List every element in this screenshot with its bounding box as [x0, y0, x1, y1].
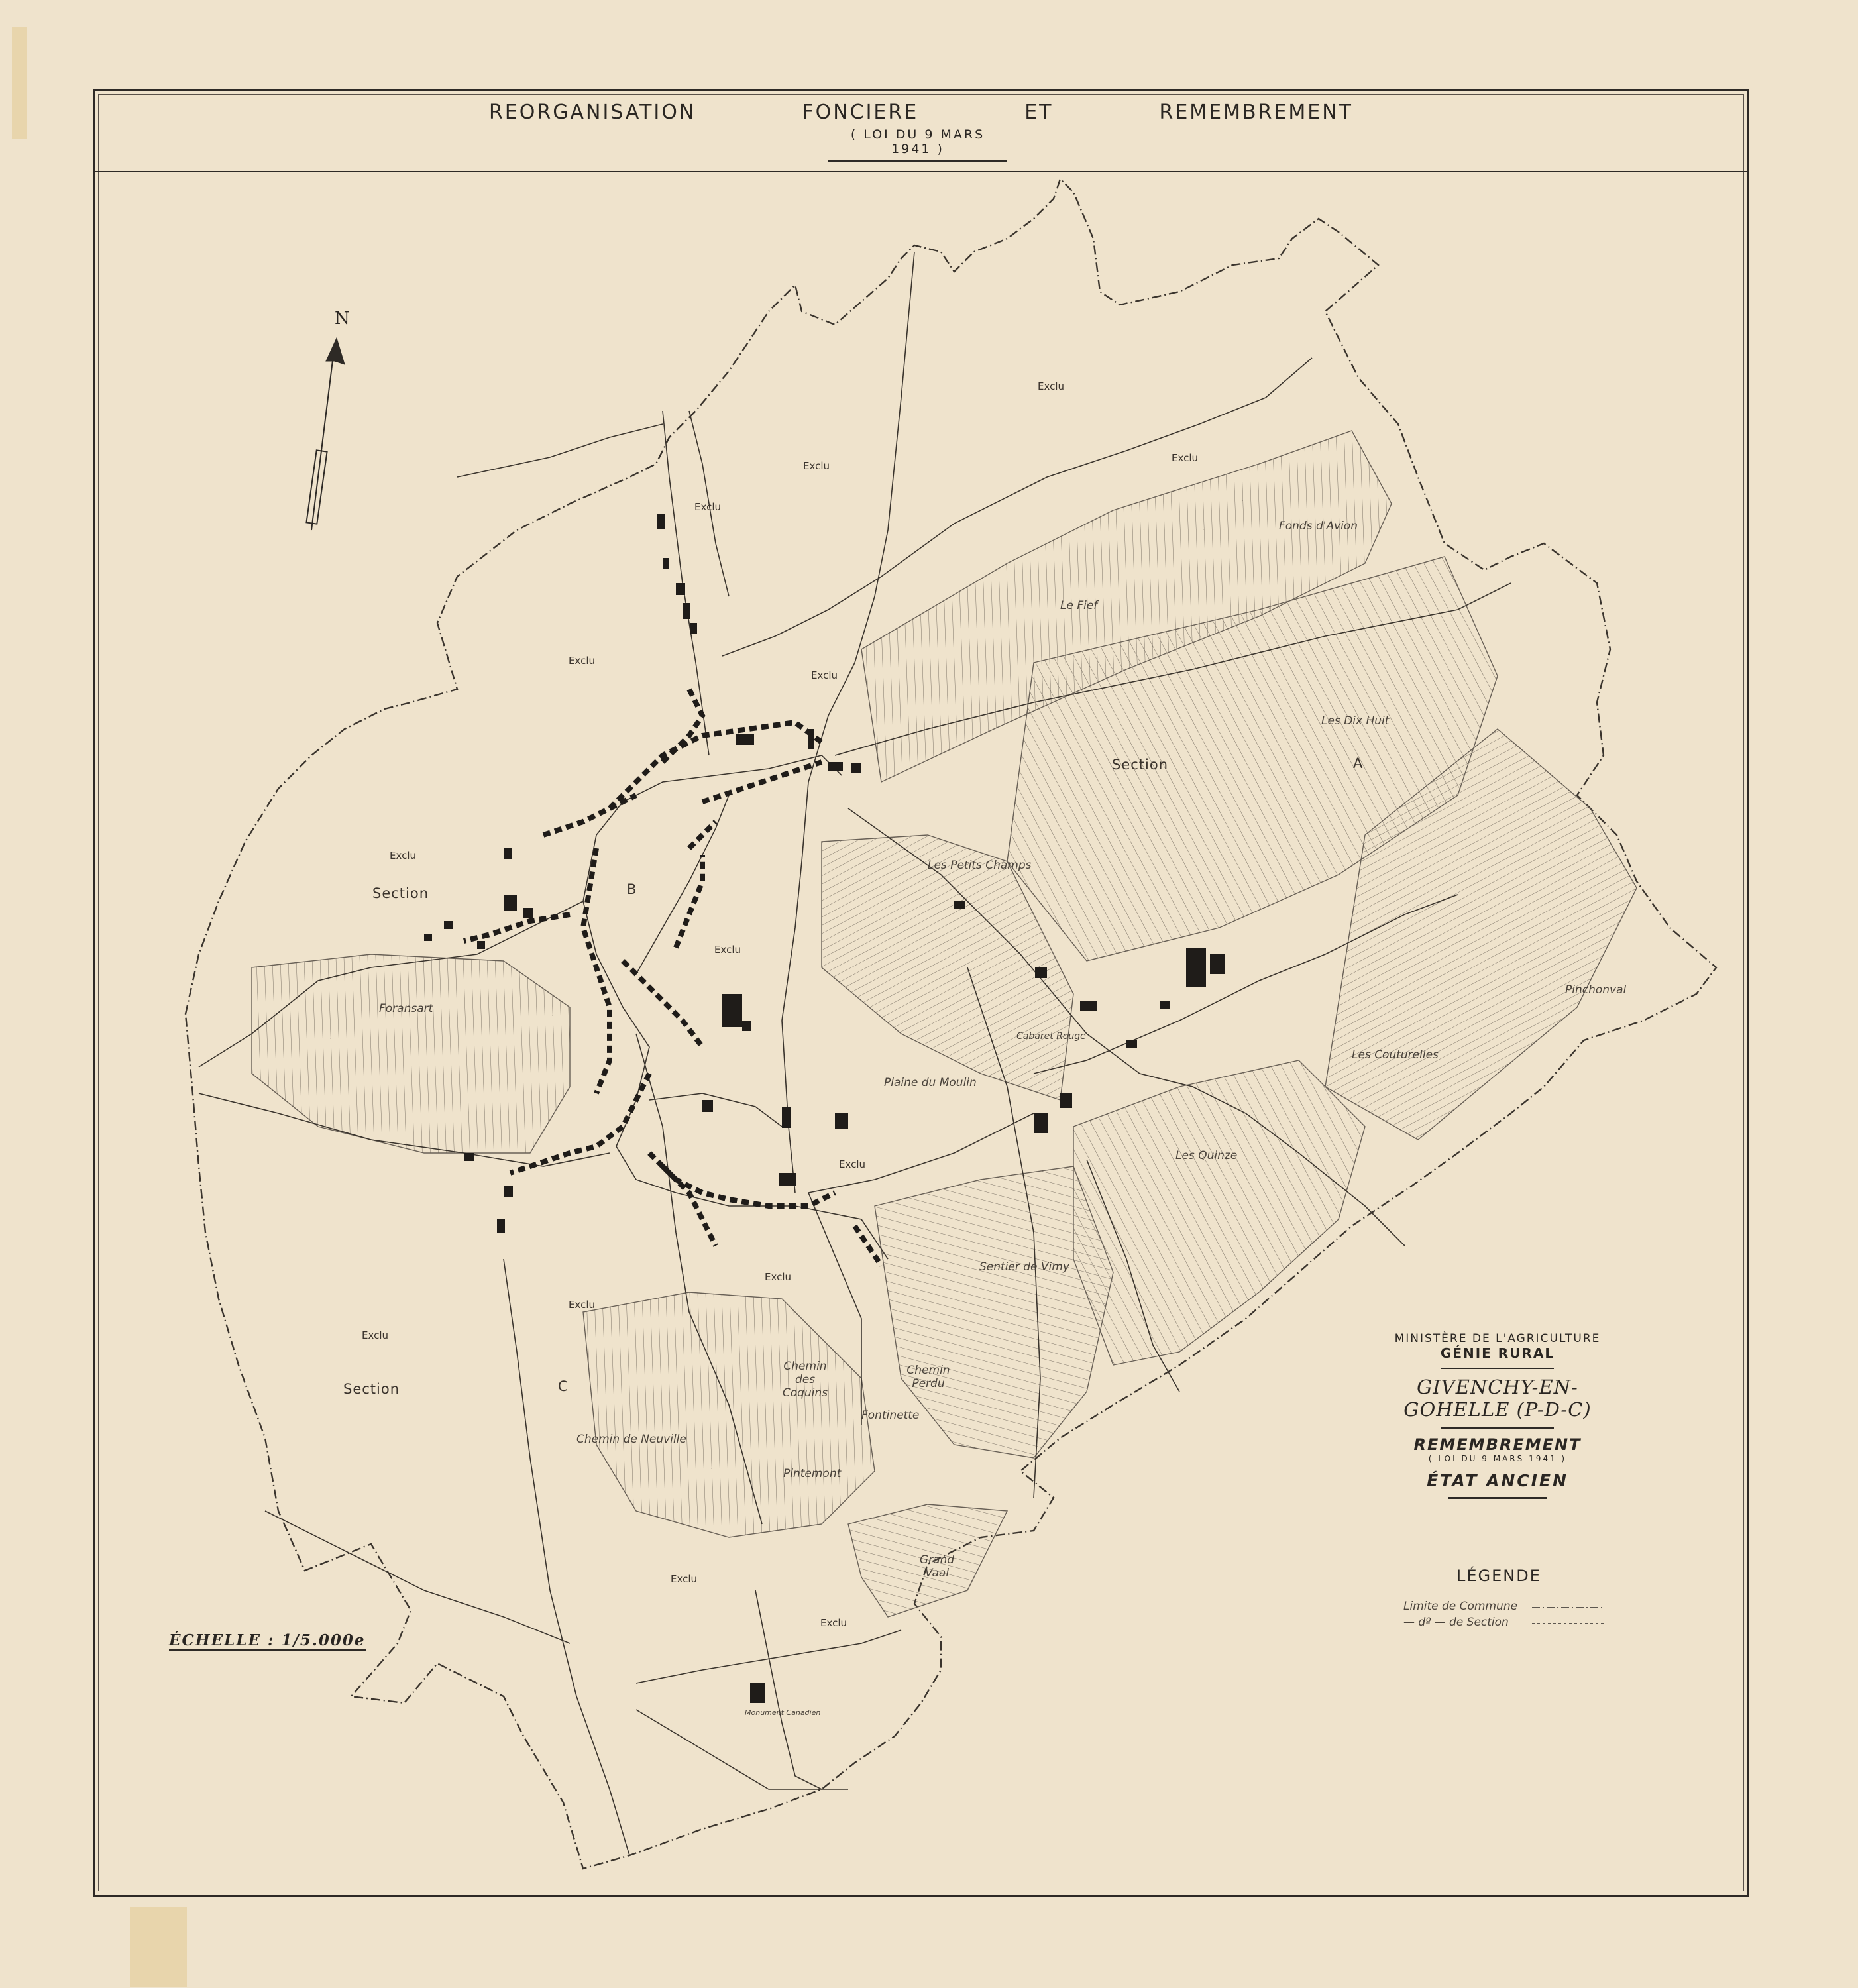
- place-label: Les Dix Huit: [1321, 714, 1390, 728]
- building: [750, 1683, 765, 1703]
- building: [954, 901, 965, 909]
- exclu-label: Exclu: [803, 460, 830, 472]
- building: [663, 558, 669, 569]
- building: [1186, 948, 1206, 987]
- section-a-letter: A: [1353, 755, 1364, 771]
- exclu-label: Exclu: [1172, 452, 1199, 464]
- title-word: REORGANISATION: [488, 101, 696, 124]
- building: [828, 762, 843, 771]
- commune-name: GIVENCHY-EN-GOHELLE (P-D-C): [1403, 1376, 1592, 1421]
- building: [683, 603, 690, 619]
- place-label: Les Petits Champs: [928, 859, 1032, 872]
- place-label: Plaine du Moulin: [884, 1076, 977, 1089]
- road: [457, 424, 663, 477]
- building-row: [464, 914, 570, 941]
- exclu-label: Exclu: [671, 1573, 698, 1585]
- place-label: Chemin de Neuville: [576, 1433, 686, 1446]
- exclu-label: Exclu: [820, 1617, 847, 1629]
- place-label: Pintemont: [783, 1467, 842, 1480]
- building: [504, 1186, 513, 1197]
- building: [477, 941, 485, 949]
- building: [1034, 1113, 1048, 1133]
- building: [722, 994, 742, 1027]
- legend-section-label: — dº — de Section: [1403, 1616, 1509, 1629]
- road: [636, 1710, 848, 1789]
- street: [649, 1093, 782, 1127]
- legend-commune-label: Limite de Commune: [1403, 1600, 1518, 1613]
- ministry-name: MINISTÈRE DE L'AGRICULTURE: [1394, 1332, 1601, 1345]
- exclu-label: Exclu: [362, 1329, 389, 1341]
- title-cartouche: [1365, 1332, 1630, 1506]
- section-c-word: Section: [343, 1381, 400, 1397]
- section-c-letter: C: [558, 1378, 569, 1394]
- exclu-label: Exclu: [839, 1158, 866, 1170]
- building: [497, 1219, 505, 1233]
- monument-label: Monument Canadien: [745, 1708, 821, 1717]
- building: [779, 1173, 796, 1186]
- place-label: Le Fief: [1060, 599, 1098, 612]
- map-subtitle: ( LOI DU 9 MARS 1941 ): [828, 127, 1007, 162]
- north-label: N: [335, 309, 350, 329]
- place-label: Chemin des Coquins: [782, 1360, 828, 1400]
- parcel-block: [1073, 1060, 1365, 1365]
- legend-samples: [1532, 1608, 1604, 1624]
- road: [755, 1590, 822, 1789]
- parcel-block: [252, 954, 570, 1153]
- section-b-word: Section: [372, 885, 429, 901]
- title-word: REMEMBREMENT: [1159, 101, 1353, 124]
- building: [742, 1021, 751, 1031]
- building-row: [689, 822, 716, 848]
- building: [690, 623, 697, 634]
- building: [736, 734, 754, 745]
- building: [1080, 1001, 1097, 1011]
- building: [702, 1100, 713, 1112]
- section-b-letter: B: [627, 881, 637, 897]
- building: [424, 934, 432, 941]
- place-label: Les Couturelles: [1352, 1048, 1439, 1062]
- building: [782, 1107, 791, 1128]
- cartouche-rule: [1441, 1427, 1554, 1429]
- building-row: [855, 1226, 881, 1266]
- exclu-label: Exclu: [390, 850, 417, 861]
- place-label: Les Quinze: [1175, 1149, 1238, 1162]
- building: [1060, 1093, 1072, 1108]
- building: [657, 514, 665, 529]
- place-label: Fonds d'Avion: [1279, 520, 1358, 533]
- cartouche-rule: [1441, 1368, 1554, 1369]
- exclu-label: Exclu: [569, 655, 596, 667]
- building-row: [663, 1166, 716, 1246]
- exclu-label: Exclu: [694, 501, 722, 513]
- title-word: ET: [1024, 101, 1054, 124]
- building-row: [649, 1153, 835, 1206]
- exclu-label: Exclu: [714, 944, 741, 956]
- place-label: Foransart: [379, 1002, 433, 1015]
- section-a-word: Section: [1112, 757, 1169, 773]
- building: [504, 848, 512, 859]
- parcel-block: [583, 1292, 875, 1537]
- map-scale: ÉCHELLE : 1/5.000e: [169, 1631, 366, 1649]
- title-word: FONCIERE: [802, 101, 919, 124]
- building-row: [623, 961, 702, 1047]
- building: [464, 1153, 474, 1161]
- state-title: ÉTAT ANCIEN: [1427, 1471, 1568, 1490]
- place-label: Pinchonval: [1565, 983, 1627, 997]
- remembrement-title: REMEMBREMENT: [1413, 1435, 1582, 1454]
- building: [835, 1113, 848, 1129]
- building: [676, 583, 685, 595]
- building: [851, 763, 861, 773]
- place-label: Grand Vaal: [919, 1553, 955, 1580]
- law-reference: ( LOI DU 9 MARS 1941 ): [1428, 1454, 1567, 1463]
- cartouche-rule: [1448, 1497, 1547, 1499]
- building-row: [583, 848, 610, 1093]
- north-arrow: [306, 338, 345, 530]
- building-row: [543, 795, 636, 835]
- department-name: GÉNIE RURAL: [1440, 1345, 1555, 1361]
- exclu-label: Exclu: [1038, 380, 1065, 392]
- building-row: [663, 689, 702, 762]
- place-label: Fontinette: [861, 1409, 920, 1422]
- building: [1035, 967, 1047, 978]
- building-row: [676, 855, 702, 948]
- road: [265, 1511, 570, 1643]
- building-row: [702, 762, 822, 802]
- building: [1126, 1040, 1137, 1048]
- building: [523, 908, 533, 918]
- exclu-label: Exclu: [811, 669, 838, 681]
- exclu-label: Exclu: [765, 1271, 792, 1283]
- building: [504, 895, 517, 911]
- place-label: Cabaret Rouge: [1016, 1031, 1086, 1042]
- building: [1160, 1001, 1170, 1009]
- place-label: Chemin Perdu: [906, 1364, 950, 1390]
- exclu-label: Exclu: [569, 1299, 596, 1311]
- building: [1210, 954, 1225, 974]
- legend-title: LÉGENDE: [1456, 1567, 1541, 1585]
- building: [444, 921, 453, 929]
- place-label: Sentier de Vimy: [979, 1260, 1069, 1274]
